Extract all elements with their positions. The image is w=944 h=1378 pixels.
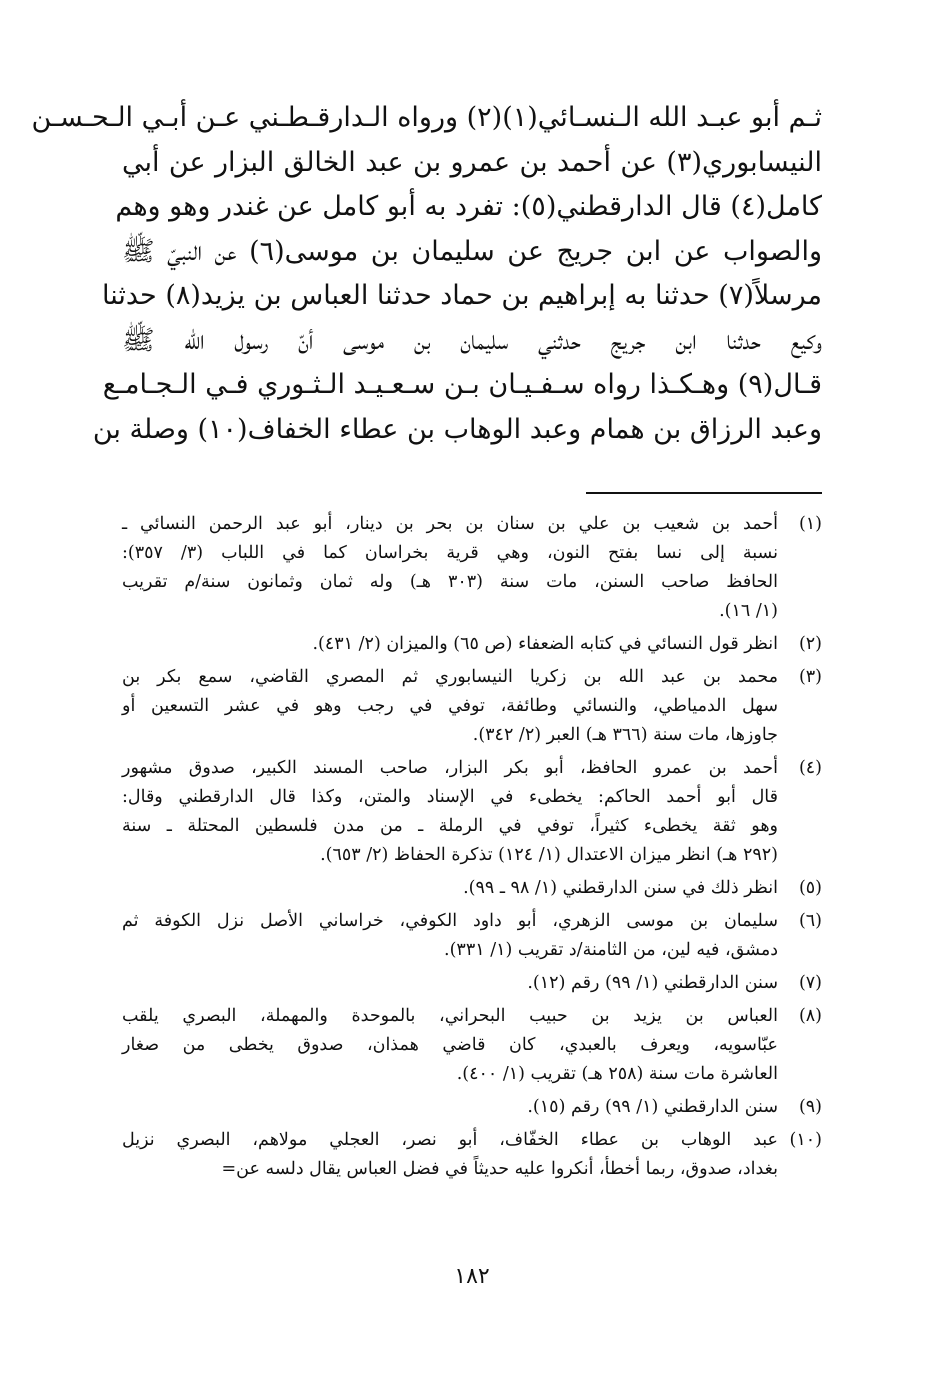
footnote-2 <box>122 630 822 659</box>
main-text-line: وكيع حدثنا ابن جريج حدثني سليمان بن موسى أنّ رسول الله ﷺ <box>122 324 822 356</box>
footnote-number: (٧) <box>798 973 822 993</box>
footnote-body <box>122 510 778 626</box>
main-text-line: قـال(٩) وهـكـذا رواه سـفـيـان بـن سـعـيـد الـثـوري فـي الـجـامـع <box>102 369 822 400</box>
footnote-10 <box>122 1126 822 1184</box>
footnote-9 <box>122 1093 822 1122</box>
footnote-3 <box>122 663 822 750</box>
main-text <box>31 96 822 452</box>
footnote-4 <box>122 754 822 870</box>
footnote-body <box>122 1093 778 1122</box>
footnote-1 <box>122 510 822 626</box>
footnote-line: العباس بن يزيد بن حبيب البحراني، بالموحدة والمهملة، البصري يلقب <box>122 1006 778 1026</box>
footnote-line: جاوزها، مات سنة (٣٦٦ هـ) العبر (٢/ ٣٤٢). <box>472 725 778 745</box>
footnote-line: أحمد بن شعيب بن علي بن سنان بن بحر بن دينار، أبو عبد الرحمن النسائي ـ <box>122 514 778 534</box>
footnote-number: (٣) <box>798 667 822 687</box>
footnote-line: سليمان بن موسى الزهري، أبو داود الكوفي، خراساني الأصل نزل الكوفة ثم <box>122 911 778 931</box>
main-text-line: وعبد الرزاق بن همام وعبد الوهاب بن عطاء الخفاف(١٠) وصلة بن <box>92 413 822 445</box>
footnote-separator <box>586 492 822 494</box>
footnotes <box>122 510 822 1188</box>
book-page <box>31 96 822 1326</box>
footnote-line: سنن الدارقطني (١/ ٩٩) رقم (١٥). <box>527 1097 778 1117</box>
footnote-line: العاشرة مات سنة (٢٥٨ هـ) تقريب (١/ ٤٠٠). <box>456 1064 778 1084</box>
main-text-line: النيسابوري(٣) عن أحمد بن عمرو بن عبد الخالق البزار عن أبي <box>122 146 822 178</box>
page-number: ١٨٢ <box>454 1264 490 1289</box>
footnote-line: انظر ذلك في سنن الدارقطني (١/ ٩٨ ـ ٩٩). <box>463 878 778 898</box>
main-text-line: والصواب عن ابن جريج عن سليمان بن موسى(٦) عن النبيّ ﷺ <box>122 235 822 267</box>
footnote-body <box>122 1002 778 1089</box>
footnote-number: (٩) <box>798 1097 822 1117</box>
main-text-line: ثـم أبو عبـد الله الـنسـائي(١)(٢) ورواه الـدارقـطـني عـن أبـي الـحـسـن <box>31 102 822 133</box>
footnote-line: الحافظ صاحب السنن، مات سنة (٣٠٣ هـ) وله ثمان وثمانون سنة/م تقريب <box>122 572 779 592</box>
footnote-number: (٢) <box>798 634 822 654</box>
footnote-line: بغداد، صدوق، ربما أخطأ، أنكروا عليه حديثاً في فضل العباس يقال دلسه عن= <box>221 1159 778 1179</box>
footnote-8 <box>122 1002 822 1089</box>
footnote-line: (٢٩٢ هـ) انظر ميزان الاعتدال (١/ ١٢٤) تذكرة الحفاظ (٢/ ٦٥٣). <box>320 845 778 865</box>
footnote-body <box>122 874 778 903</box>
footnote-number: (١٠) <box>789 1130 822 1150</box>
footnote-body <box>122 663 778 750</box>
footnote-line: أحمد بن عمرو الحافظ، أبو بكر البزار، صاحب المسند الكبير، صدوق مشهور <box>122 758 778 778</box>
footnote-number: (٦) <box>798 911 822 931</box>
footnote-line: نسبة إلى نسا بفتح النون، وهي قرية بخراسان كما في اللباب (٣/ ٣٥٧): <box>122 543 778 563</box>
footnote-5 <box>122 874 822 903</box>
footnote-number: (٨) <box>798 1006 822 1026</box>
main-text-line: مرسلاً(٧) حدثنا به إبراهيم بن حماد حدثنا العباس بن يزيد(٨) حدثنا <box>102 280 822 311</box>
footnote-6 <box>122 907 822 965</box>
footnote-line: عبد الوهاب بن عطاء الخفّاف، أبو نصر، العجلي مولاهم، البصري نزيل <box>122 1130 778 1150</box>
footnote-body <box>122 1126 778 1184</box>
footnote-body <box>122 630 778 659</box>
footnote-body <box>122 754 778 870</box>
footnote-line: سهل الدمياطي، والنسائي وطائفة، توفي في رجب وهو في عشر التسعين أو <box>122 696 778 716</box>
footnote-body <box>122 969 778 998</box>
footnote-line: سنن الدارقطني (١/ ٩٩) رقم (١٢). <box>527 973 778 993</box>
footnote-line: محمد بن عبد الله بن زكريا النيسابوري ثم المصري القاضي، سمع بكر بن <box>122 667 778 687</box>
main-text-line: كامل(٤) قال الدارقطني(٥): تفرد به أبو كامل عن غندر وهو وهم <box>115 191 822 222</box>
footnote-number: (٤) <box>798 758 822 778</box>
footnote-line: انظر قول النسائي في كتابه الضعفاء (ص ٦٥) والميزان (٢/ ٤٣١). <box>312 634 778 654</box>
footnote-line: دمشق، فيه لين، من الثامنة/د تقريب (١/ ٣٣١). <box>444 940 778 960</box>
footnote-line: قال أبو أحمد الحاكم: يخطىء في الإسناد والمتن، وكذا قال الدارقطني وقال: <box>122 787 778 807</box>
footnote-body <box>122 907 778 965</box>
footnote-number: (١) <box>798 514 822 534</box>
footnote-line: عبّاسويه، ويعرف بالعبدي، كان قاضي همذان، صدوق يخطى من صغار <box>122 1035 778 1055</box>
footnote-line: (١/ ١٦). <box>719 601 778 621</box>
footnote-number: (٥) <box>798 878 822 898</box>
footnote-7 <box>122 969 822 998</box>
footnote-line: وهو ثقة يخطىء كثيراً، توفي في الرملة ـ من مدن فلسطين المحتلة ـ سنة <box>122 816 778 836</box>
